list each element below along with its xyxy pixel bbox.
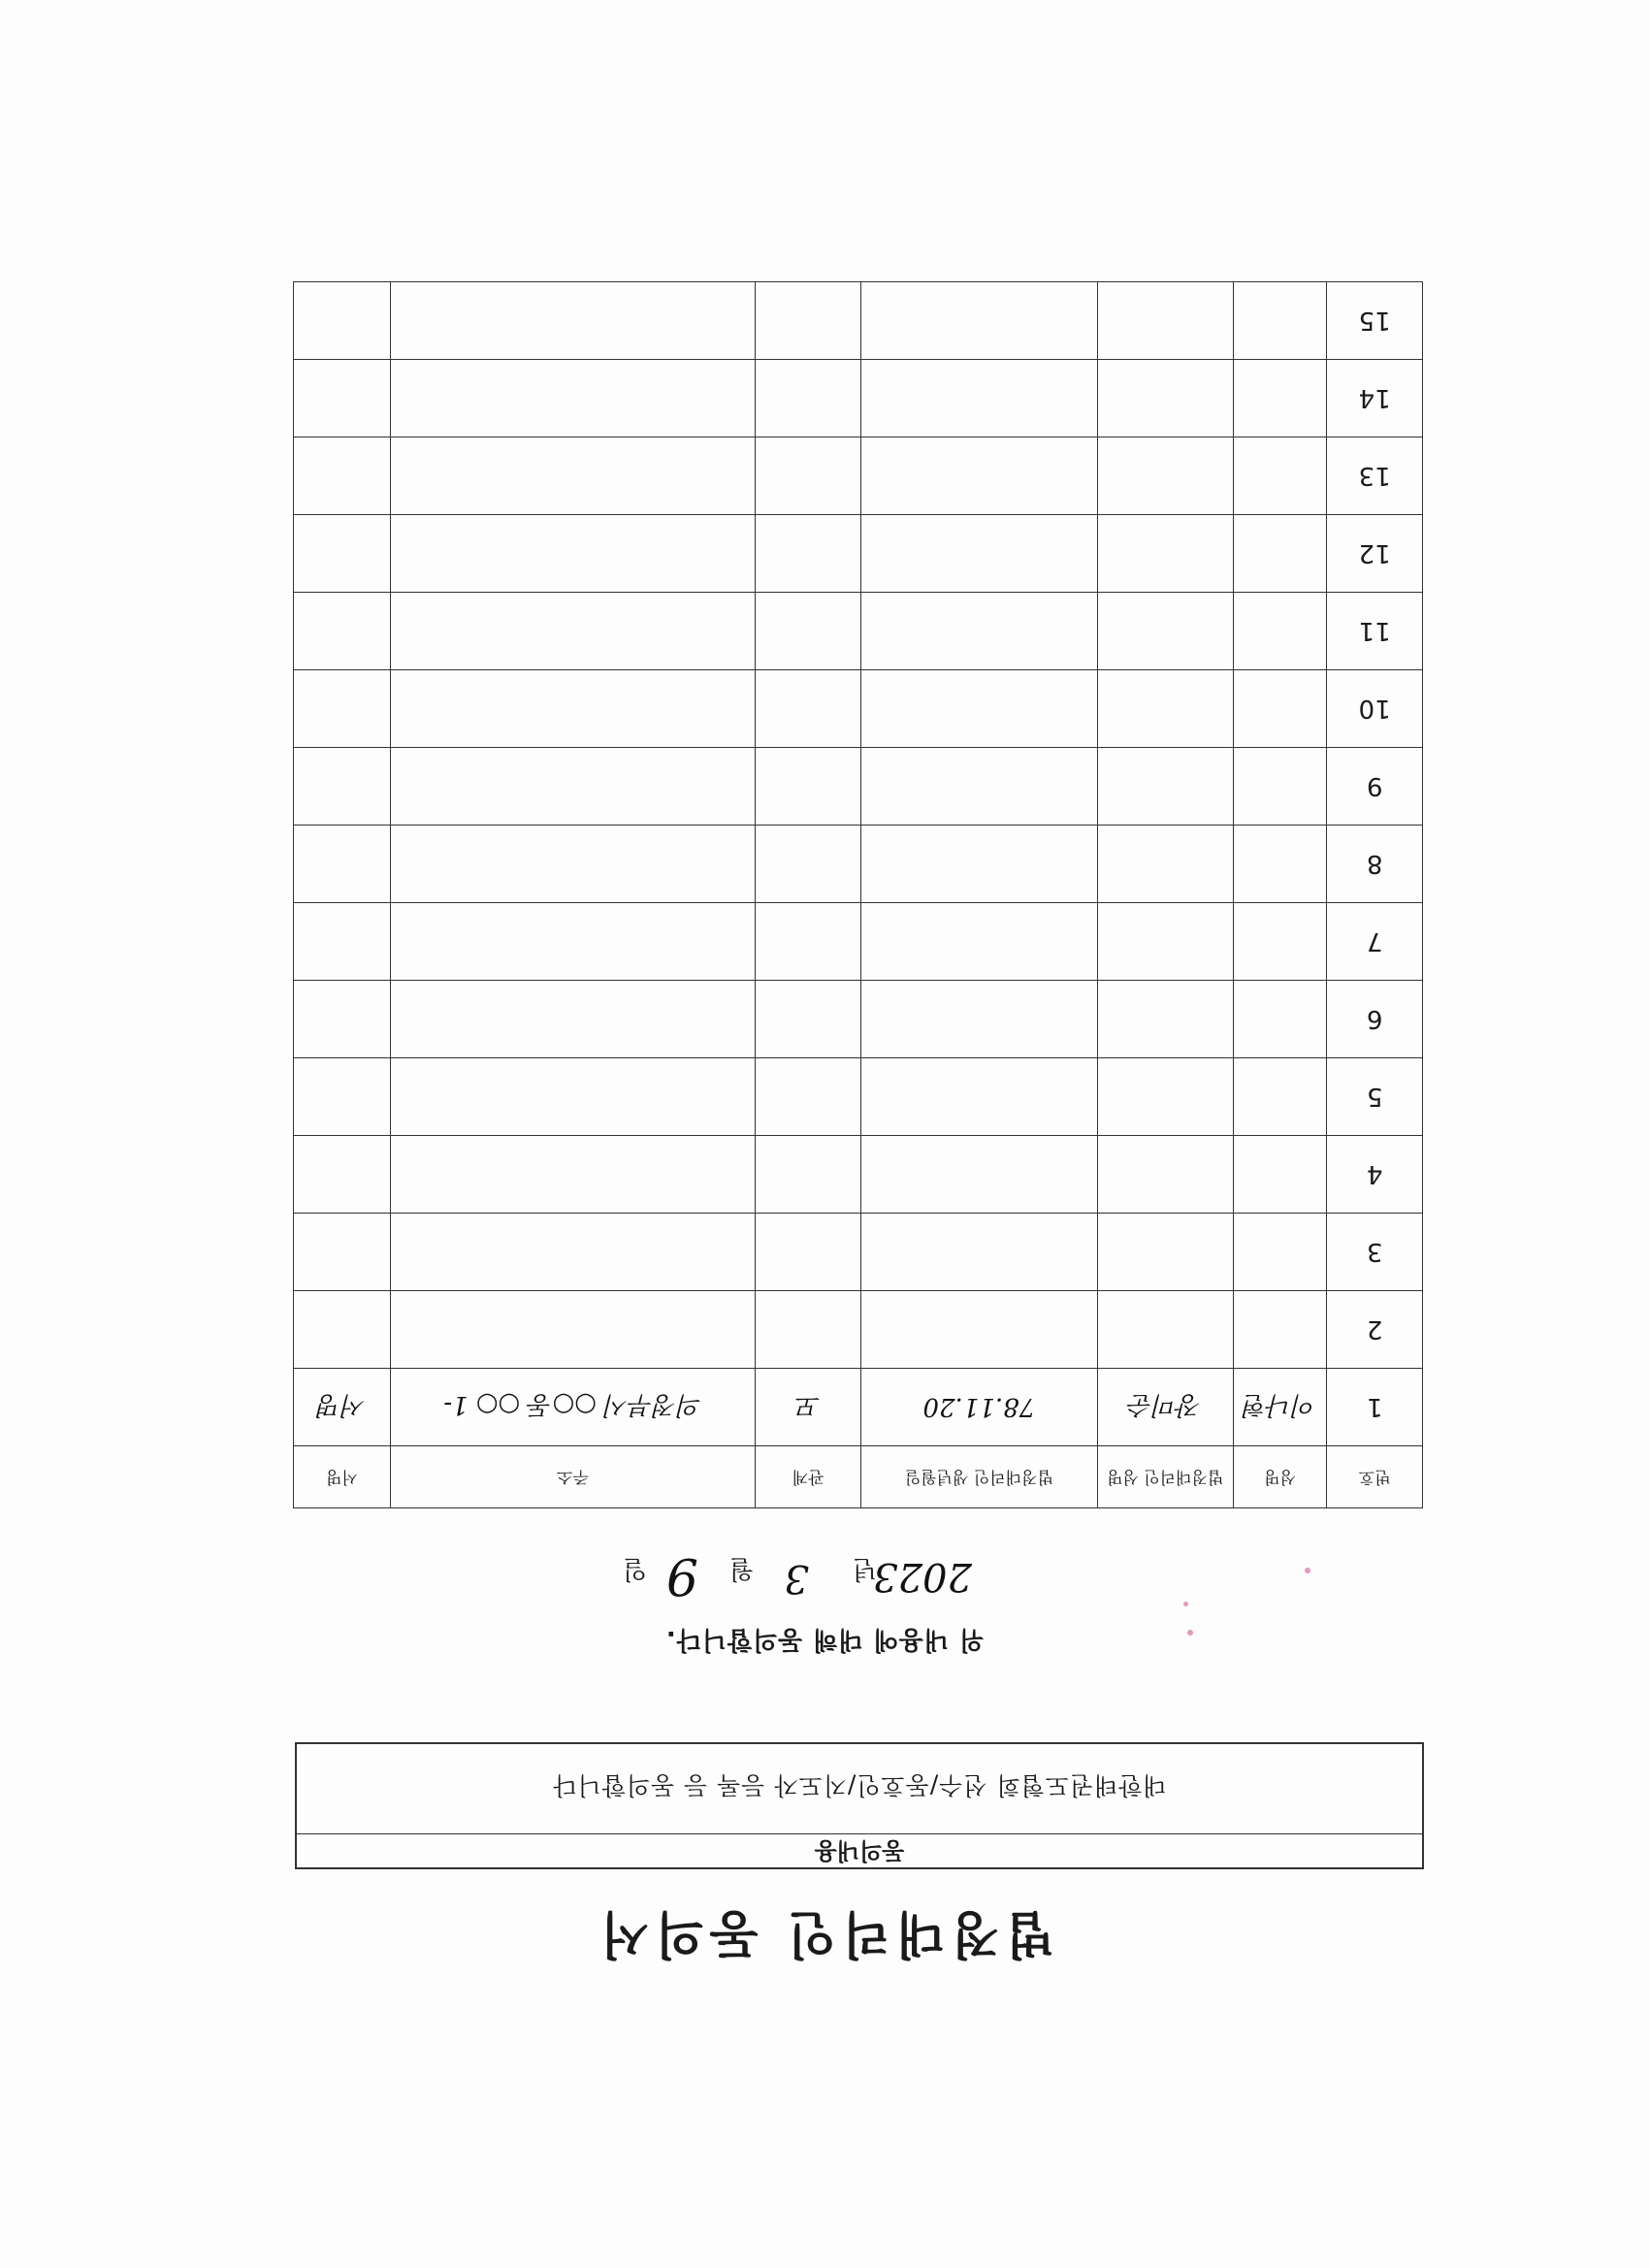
cell-number: 4 bbox=[1327, 1136, 1423, 1214]
cell-relation bbox=[756, 670, 861, 748]
cell-address bbox=[390, 437, 756, 515]
date-line bbox=[468, 1546, 1050, 1604]
cell-name bbox=[1233, 826, 1327, 903]
cell-name bbox=[1233, 903, 1327, 981]
cell-guardian-birth bbox=[861, 903, 1098, 981]
cell-guardian-birth bbox=[861, 1214, 1098, 1291]
date-day: 9 bbox=[665, 1546, 698, 1604]
table-row bbox=[294, 748, 1423, 826]
cell-number: 9 bbox=[1327, 748, 1423, 826]
cell-guardian-name bbox=[1097, 593, 1233, 670]
table-row bbox=[294, 1369, 1423, 1446]
cell-signature bbox=[294, 670, 391, 748]
cell-address bbox=[390, 515, 756, 593]
cell-relation bbox=[756, 515, 861, 593]
cell-signature bbox=[294, 981, 391, 1058]
cell-guardian-name bbox=[1097, 670, 1233, 748]
cell-guardian-birth bbox=[861, 826, 1098, 903]
cell-guardian-birth bbox=[861, 1291, 1098, 1369]
cell-name bbox=[1233, 748, 1327, 826]
table-row bbox=[294, 1058, 1423, 1136]
header-name: 성명 bbox=[1233, 1446, 1327, 1508]
header-relation: 관계 bbox=[756, 1446, 861, 1508]
table-row bbox=[294, 593, 1423, 670]
cell-name bbox=[1233, 670, 1327, 748]
cell-name bbox=[1233, 437, 1327, 515]
cell-name bbox=[1233, 981, 1327, 1058]
date-year: 2023 bbox=[873, 1554, 972, 1599]
cell-guardian-birth bbox=[861, 1058, 1098, 1136]
consent-content-box bbox=[295, 1742, 1424, 1869]
cell-address bbox=[390, 282, 756, 360]
cell-relation bbox=[756, 826, 861, 903]
consent-content: 대한태권도협회 선수/동호인/지도자 등록 등 동의합니다 bbox=[552, 1771, 1167, 1800]
cell-number: 10 bbox=[1327, 670, 1423, 748]
cell-relation bbox=[756, 1214, 861, 1291]
table-row bbox=[294, 1136, 1423, 1214]
cell-signature bbox=[294, 515, 391, 593]
header-guardian-birth: 법정대리인 생년월일 bbox=[861, 1446, 1098, 1508]
cell-signature bbox=[294, 593, 391, 670]
cell-name bbox=[1233, 282, 1327, 360]
cell-guardian-birth bbox=[861, 1136, 1098, 1214]
cell-address: 의정부시 ○○동 ○○ 1- bbox=[390, 1369, 756, 1446]
cell-address bbox=[390, 748, 756, 826]
cell-signature bbox=[294, 437, 391, 515]
table-row bbox=[294, 1214, 1423, 1291]
cell-number: 5 bbox=[1327, 1058, 1423, 1136]
table-row bbox=[294, 360, 1423, 437]
cell-relation bbox=[756, 437, 861, 515]
cell-guardian-birth bbox=[861, 437, 1098, 515]
cell-name bbox=[1233, 515, 1327, 593]
cell-guardian-birth bbox=[861, 282, 1098, 360]
cell-guardian-name: 장미순 bbox=[1097, 1369, 1233, 1446]
table-header-row bbox=[294, 1446, 1423, 1508]
guardian-table bbox=[293, 281, 1423, 1508]
table-row bbox=[294, 670, 1423, 748]
table-row bbox=[294, 903, 1423, 981]
cell-address bbox=[390, 903, 756, 981]
cell-relation bbox=[756, 981, 861, 1058]
header-signature: 서명 bbox=[294, 1446, 391, 1508]
header-guardian-name: 법정대리인 성명 bbox=[1097, 1446, 1233, 1508]
cell-relation bbox=[756, 593, 861, 670]
cell-guardian-name bbox=[1097, 826, 1233, 903]
cell-number: 14 bbox=[1327, 360, 1423, 437]
cell-address bbox=[390, 360, 756, 437]
cell-guardian-name bbox=[1097, 437, 1233, 515]
date-month: 3 bbox=[784, 1556, 809, 1601]
cell-guardian-name bbox=[1097, 748, 1233, 826]
cell-relation bbox=[756, 903, 861, 981]
cell-number: 13 bbox=[1327, 437, 1423, 515]
cell-signature bbox=[294, 748, 391, 826]
cell-guardian-birth bbox=[861, 981, 1098, 1058]
cell-guardian-birth bbox=[861, 748, 1098, 826]
cell-signature bbox=[294, 360, 391, 437]
cell-signature bbox=[294, 1291, 391, 1369]
cell-name bbox=[1233, 1214, 1327, 1291]
table-row bbox=[294, 826, 1423, 903]
table-row bbox=[294, 282, 1423, 360]
cell-address bbox=[390, 670, 756, 748]
page-title: 법정대리인 동의서 bbox=[595, 1904, 1054, 1962]
cell-number: 7 bbox=[1327, 903, 1423, 981]
cell-guardian-birth bbox=[861, 360, 1098, 437]
cell-name bbox=[1233, 360, 1327, 437]
cell-number: 1 bbox=[1327, 1369, 1423, 1446]
cell-name bbox=[1233, 1136, 1327, 1214]
cell-relation bbox=[756, 1291, 861, 1369]
table-row bbox=[294, 1291, 1423, 1369]
cell-address bbox=[390, 826, 756, 903]
cell-guardian-name bbox=[1097, 1058, 1233, 1136]
cell-number: 15 bbox=[1327, 282, 1423, 360]
cell-name: 이나현 bbox=[1233, 1369, 1327, 1446]
cell-address bbox=[390, 981, 756, 1058]
cell-signature: 서명 bbox=[294, 1369, 391, 1446]
cell-relation bbox=[756, 1058, 861, 1136]
header-address: 주소 bbox=[390, 1446, 756, 1508]
cell-number: 3 bbox=[1327, 1214, 1423, 1291]
cell-relation: 모 bbox=[756, 1369, 861, 1446]
cell-relation bbox=[756, 1136, 861, 1214]
cell-signature bbox=[294, 282, 391, 360]
cell-guardian-name bbox=[1097, 1291, 1233, 1369]
cell-relation bbox=[756, 360, 861, 437]
table-row bbox=[294, 981, 1423, 1058]
cell-guardian-name bbox=[1097, 903, 1233, 981]
consent-header: 동의내용 bbox=[297, 1833, 1422, 1867]
cell-guardian-birth bbox=[861, 593, 1098, 670]
date-month-unit: 월 bbox=[728, 1554, 754, 1583]
cell-guardian-name bbox=[1097, 282, 1233, 360]
date-day-unit: 일 bbox=[622, 1554, 647, 1583]
cell-address bbox=[390, 1291, 756, 1369]
cell-address bbox=[390, 1058, 756, 1136]
cell-signature bbox=[294, 1136, 391, 1214]
cell-relation bbox=[756, 282, 861, 360]
cell-guardian-birth: 78.11.20 bbox=[861, 1369, 1098, 1446]
cell-signature bbox=[294, 826, 391, 903]
cell-guardian-name bbox=[1097, 360, 1233, 437]
ink-speck bbox=[1183, 1602, 1188, 1606]
cell-name bbox=[1233, 593, 1327, 670]
header-number: 번호 bbox=[1327, 1446, 1423, 1508]
cell-guardian-name bbox=[1097, 981, 1233, 1058]
cell-relation bbox=[756, 748, 861, 826]
cell-address bbox=[390, 593, 756, 670]
table-row bbox=[294, 437, 1423, 515]
cell-number: 11 bbox=[1327, 593, 1423, 670]
cell-signature bbox=[294, 1214, 391, 1291]
table-row bbox=[294, 515, 1423, 593]
cell-name bbox=[1233, 1291, 1327, 1369]
cell-number: 8 bbox=[1327, 826, 1423, 903]
cell-number: 2 bbox=[1327, 1291, 1423, 1369]
cell-number: 12 bbox=[1327, 515, 1423, 593]
ink-speck bbox=[1187, 1630, 1193, 1636]
cell-address bbox=[390, 1136, 756, 1214]
cell-guardian-name bbox=[1097, 1136, 1233, 1214]
date-year-unit: 년 bbox=[852, 1554, 877, 1583]
cell-signature bbox=[294, 1058, 391, 1136]
cell-address bbox=[390, 1214, 756, 1291]
cell-name bbox=[1233, 1058, 1327, 1136]
ink-speck bbox=[1305, 1568, 1310, 1573]
agreement-statement: 위 내용에 대해 동의합니다. bbox=[664, 1625, 985, 1654]
cell-number: 6 bbox=[1327, 981, 1423, 1058]
cell-guardian-birth bbox=[861, 515, 1098, 593]
cell-guardian-birth bbox=[861, 670, 1098, 748]
cell-guardian-name bbox=[1097, 515, 1233, 593]
cell-signature bbox=[294, 903, 391, 981]
table-body bbox=[294, 282, 1423, 1446]
cell-guardian-name bbox=[1097, 1214, 1233, 1291]
